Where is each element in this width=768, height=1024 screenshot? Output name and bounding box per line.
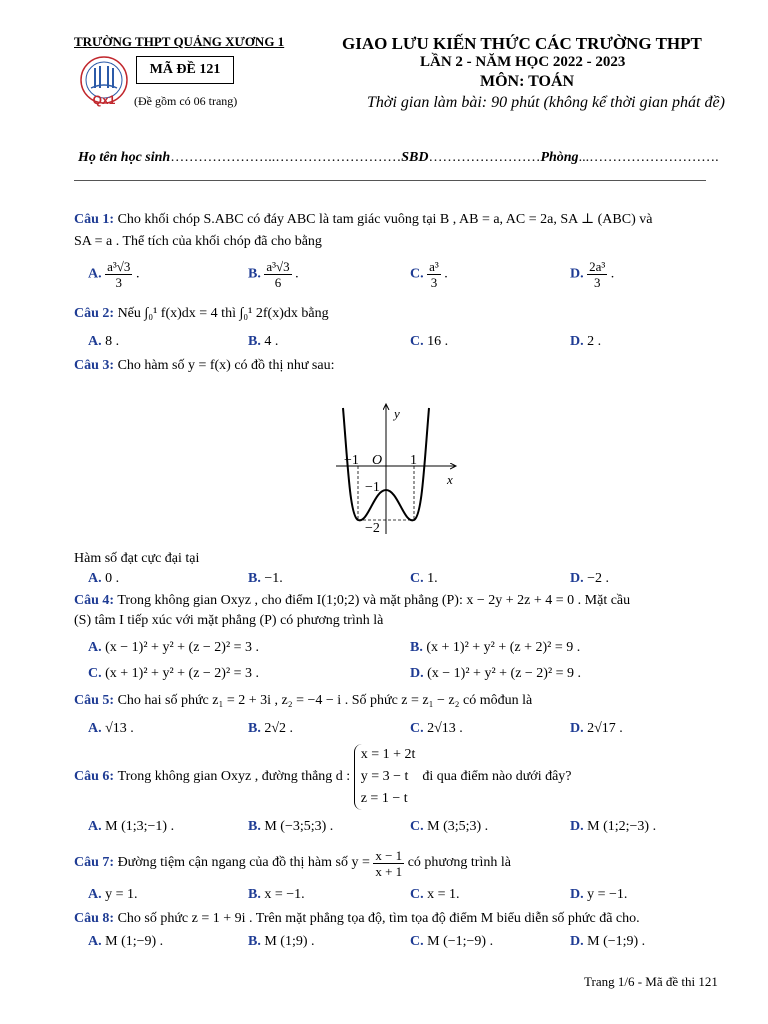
student-name-label: Họ tên học sinh: [78, 150, 171, 165]
q7-text-a: Đường tiệm cận ngang của đồ thị hàm số y =: [117, 855, 370, 870]
q6-option-d[interactable]: [570, 819, 656, 835]
q5-option-c[interactable]: [410, 721, 463, 737]
system-eq-z: z = 1 − t: [360, 791, 408, 806]
option-value: x = 1.: [427, 887, 460, 902]
option-letter: C.: [410, 571, 424, 586]
question-2: [74, 306, 329, 322]
q1-option-a[interactable]: A. $\frac{\text{a³√3}}{3}$ .: [88, 259, 140, 290]
option-letter: C.: [410, 819, 424, 834]
q1-text-b: SA = a . Thể tích của khối chóp đã cho bằng: [74, 234, 322, 249]
q4-text-b: (S) tâm I tiếp xúc với mặt phẳng (P) có phương trình là: [74, 613, 384, 628]
pages-note: (Đề gồm có 06 trang): [134, 94, 238, 108]
option-value: M (−3;5;3) .: [264, 819, 334, 834]
option-letter: B.: [248, 266, 261, 282]
q3-option-c[interactable]: [410, 571, 438, 587]
option-letter: A.: [88, 334, 102, 349]
school-logo: [76, 54, 132, 110]
q6-line-system: [354, 744, 416, 810]
student-name-dots: …………………..………………………: [170, 150, 402, 165]
option-letter: C.: [410, 934, 424, 949]
fraction-numerator: x − 1: [375, 847, 403, 863]
option-value: 2√13 .: [427, 721, 463, 736]
q4-label: Câu 4:: [74, 593, 115, 608]
option-value: M (−1;−9) .: [427, 934, 494, 949]
exam-title: GIAO LƯU KIẾN THỨC CÁC TRƯỜNG THPT: [342, 34, 702, 53]
question-8: [74, 911, 640, 927]
q5-option-d[interactable]: [570, 721, 623, 737]
q2-option-c[interactable]: [410, 334, 448, 350]
y-axis-label: y: [394, 406, 400, 421]
function-graph: [330, 398, 460, 538]
q8-option-d[interactable]: [570, 934, 645, 950]
q7-option-d[interactable]: [570, 887, 627, 903]
time-note: Thời gian làm bài: 90 phút (không kể thời gian phát đề): [367, 94, 725, 111]
option-value: √13 .: [105, 721, 134, 736]
q7-fraction: [373, 848, 404, 879]
q2-option-a[interactable]: [88, 334, 119, 350]
option-value: M (1;9) .: [264, 934, 315, 949]
q1-option-d[interactable]: D. $\frac{\text{2a³}}{3}$ .: [570, 259, 615, 290]
option-value: 2√17 .: [587, 721, 623, 736]
room-dots: ...……………………….: [578, 150, 719, 165]
option-value: (x + 1)² + y² + (z + 2)² = 9 .: [426, 640, 581, 655]
q1-option-c[interactable]: C. $\frac{\text{a³}}{3}$ .: [410, 259, 448, 290]
q6-label: Câu 6:: [74, 769, 115, 784]
q1-label: Câu 1:: [74, 212, 115, 227]
question-1: [74, 211, 652, 228]
fraction-denominator: 3: [430, 275, 438, 290]
option-value: 2 .: [587, 334, 602, 349]
option-value: 4 .: [264, 334, 279, 349]
q5-option-b[interactable]: [248, 721, 293, 737]
fraction-numerator: a³√3: [107, 259, 131, 274]
question-7: [74, 846, 511, 880]
option-letter: C.: [410, 887, 424, 902]
option-letter: A.: [88, 819, 102, 834]
option-letter: D.: [570, 571, 584, 586]
q6-option-a[interactable]: [88, 819, 174, 835]
q1-option-b[interactable]: B. $\frac{\text{a³√3}}{6}$ .: [248, 259, 299, 290]
fraction-numerator: a³√3: [266, 259, 290, 274]
q2-text: Nếu ∫₀¹ f(x)dx = 4 thì ∫₀¹ 2f(x)dx bằng: [117, 306, 329, 321]
q8-label: Câu 8:: [74, 911, 115, 926]
x-axis-label: x: [447, 472, 453, 487]
q3-question: Hàm số đạt cực đại tại: [74, 551, 200, 566]
option-letter: A.: [88, 640, 102, 655]
option-letter: B.: [248, 887, 261, 902]
tick-label-neg1-y: −1: [365, 480, 380, 495]
exam-code-box: MÃ ĐỀ 121: [136, 56, 234, 84]
q2-label: Câu 2:: [74, 306, 115, 321]
fraction-denominator: 3: [593, 275, 601, 290]
option-letter: A.: [88, 571, 102, 586]
option-letter: D.: [570, 266, 584, 282]
option-letter: D.: [570, 934, 584, 949]
option-value: (x + 1)² + y² + (z − 2)² = 3 .: [105, 666, 260, 681]
student-info-line: [78, 150, 719, 166]
q6-option-c[interactable]: [410, 819, 488, 835]
option-letter: D.: [570, 721, 584, 736]
fraction-denominator: 3: [115, 275, 123, 290]
q6-text-b: đi qua điểm nào dưới đây?: [422, 769, 572, 784]
option-value: 0 .: [105, 571, 120, 586]
option-letter: B.: [410, 640, 423, 655]
option-value: x = −1.: [264, 887, 305, 902]
q5-label: Câu 5:: [74, 693, 115, 708]
q7-option-c[interactable]: [410, 887, 460, 903]
q4-option-d[interactable]: [410, 666, 581, 682]
option-letter: D.: [570, 334, 584, 349]
q4-text-a: Trong không gian Oxyz , cho điểm I(1;0;2) và mặt phẳng (P): x − 2y + 2z + 4 = 0 . Mặt cầu: [117, 593, 631, 608]
origin-label: O: [372, 453, 383, 468]
separator-line: [74, 180, 706, 181]
q8-option-c[interactable]: [410, 934, 493, 950]
q6-text-a: Trong không gian Oxyz , đường thẳng d :: [117, 769, 351, 784]
option-value: M (1;3;−1) .: [105, 819, 175, 834]
fraction-denominator: x + 1: [375, 863, 403, 879]
q1-text-a: Cho khối chóp S.ABC có đáy ABC là tam giác vuông tại B , AB = a, AC = 2a, SA ⊥ (ABC) và: [117, 212, 653, 227]
exam-subject: MÔN: TOÁN: [480, 73, 575, 90]
option-value: 1.: [427, 571, 438, 586]
option-letter: B.: [248, 721, 261, 736]
option-value: 16 .: [427, 334, 449, 349]
option-letter: D.: [570, 887, 584, 902]
option-value: y = −1.: [587, 887, 628, 902]
option-value: −2 .: [587, 571, 610, 586]
q3-label: Câu 3:: [74, 358, 115, 373]
question-6: [74, 744, 572, 810]
logo-text: Qx1: [92, 93, 116, 107]
page-footer: Trang 1/6 - Mã đề thi 121: [584, 974, 718, 989]
option-value: M (1;−9) .: [105, 934, 164, 949]
q3-option-d[interactable]: [570, 571, 609, 587]
school-name: TRƯỜNG THPT QUẢNG XƯƠNG 1: [74, 34, 285, 49]
q7-option-b[interactable]: [248, 887, 305, 903]
q7-label: Câu 7:: [74, 855, 115, 870]
option-value: 2√2 .: [264, 721, 294, 736]
sbd-label: SBD: [401, 150, 429, 165]
option-value: y = 1.: [105, 887, 138, 902]
question-4: [74, 593, 630, 609]
q2-option-d[interactable]: [570, 334, 601, 350]
question-3: [74, 358, 334, 374]
option-letter: A.: [88, 934, 102, 949]
q8-option-a[interactable]: [88, 934, 163, 950]
option-value: (x − 1)² + y² + (z − 2)² = 3 .: [105, 640, 260, 655]
tick-label-1-x: 1: [410, 453, 417, 468]
q5-option-a[interactable]: [88, 721, 134, 737]
q3-option-b[interactable]: [248, 571, 283, 587]
q4-option-b[interactable]: [410, 640, 580, 656]
q6-option-b[interactable]: [248, 819, 333, 835]
option-letter: B.: [248, 334, 261, 349]
option-letter: C.: [410, 266, 424, 282]
option-value: M (1;2;−3) .: [587, 819, 657, 834]
option-value: −1.: [264, 571, 283, 586]
option-value: M (−1;9) .: [587, 934, 646, 949]
q4-option-a[interactable]: [88, 640, 259, 656]
sbd-dots: ……………………: [428, 150, 541, 165]
option-letter: B.: [248, 934, 261, 949]
option-value: (x − 1)² + y² + (z − 2)² = 9 .: [427, 666, 582, 681]
option-letter: D.: [570, 819, 584, 834]
system-eq-x: x = 1 + 2t: [360, 747, 416, 762]
q8-text: Cho số phức z = 1 + 9i . Trên mặt phẳng tọa độ, tìm tọa độ điểm M biểu diễn số phức đã cho.: [117, 911, 640, 926]
option-letter: D.: [410, 666, 424, 681]
fraction-numerator: 2a³: [589, 259, 606, 274]
q7-text-b: có phương trình là: [407, 855, 511, 870]
q4-option-c[interactable]: [88, 666, 259, 682]
option-letter: C.: [410, 721, 424, 736]
option-letter: A.: [88, 266, 102, 282]
option-letter: C.: [88, 666, 102, 681]
q3-option-a[interactable]: [88, 571, 119, 587]
tick-label-neg1-x: −1: [344, 453, 359, 468]
option-value: M (3;5;3) .: [427, 819, 489, 834]
option-letter: A.: [88, 721, 102, 736]
room-label: Phòng: [540, 150, 579, 165]
system-eq-y: y = 3 − t: [360, 769, 409, 784]
tick-label-neg2-y: −2: [365, 521, 380, 536]
q3-text: Cho hàm số y = f(x) có đồ thị như sau:: [117, 358, 335, 373]
option-letter: B.: [248, 571, 261, 586]
fraction-numerator: a³: [429, 259, 439, 274]
question-5: [74, 693, 532, 709]
q7-option-a[interactable]: [88, 887, 138, 903]
q8-option-b[interactable]: [248, 934, 315, 950]
option-letter: C.: [410, 334, 424, 349]
exam-round: LẦN 2 - NĂM HỌC 2022 - 2023: [420, 54, 626, 70]
option-value: 8 .: [105, 334, 120, 349]
option-letter: B.: [248, 819, 261, 834]
q5-text: Cho hai số phức z₁ = 2 + 3i , z₂ = −4 − i . Số phức z = z₁ − z₂ có môđun là: [117, 693, 533, 708]
q2-option-b[interactable]: [248, 334, 278, 350]
option-letter: A.: [88, 887, 102, 902]
fraction-denominator: 6: [274, 275, 282, 290]
